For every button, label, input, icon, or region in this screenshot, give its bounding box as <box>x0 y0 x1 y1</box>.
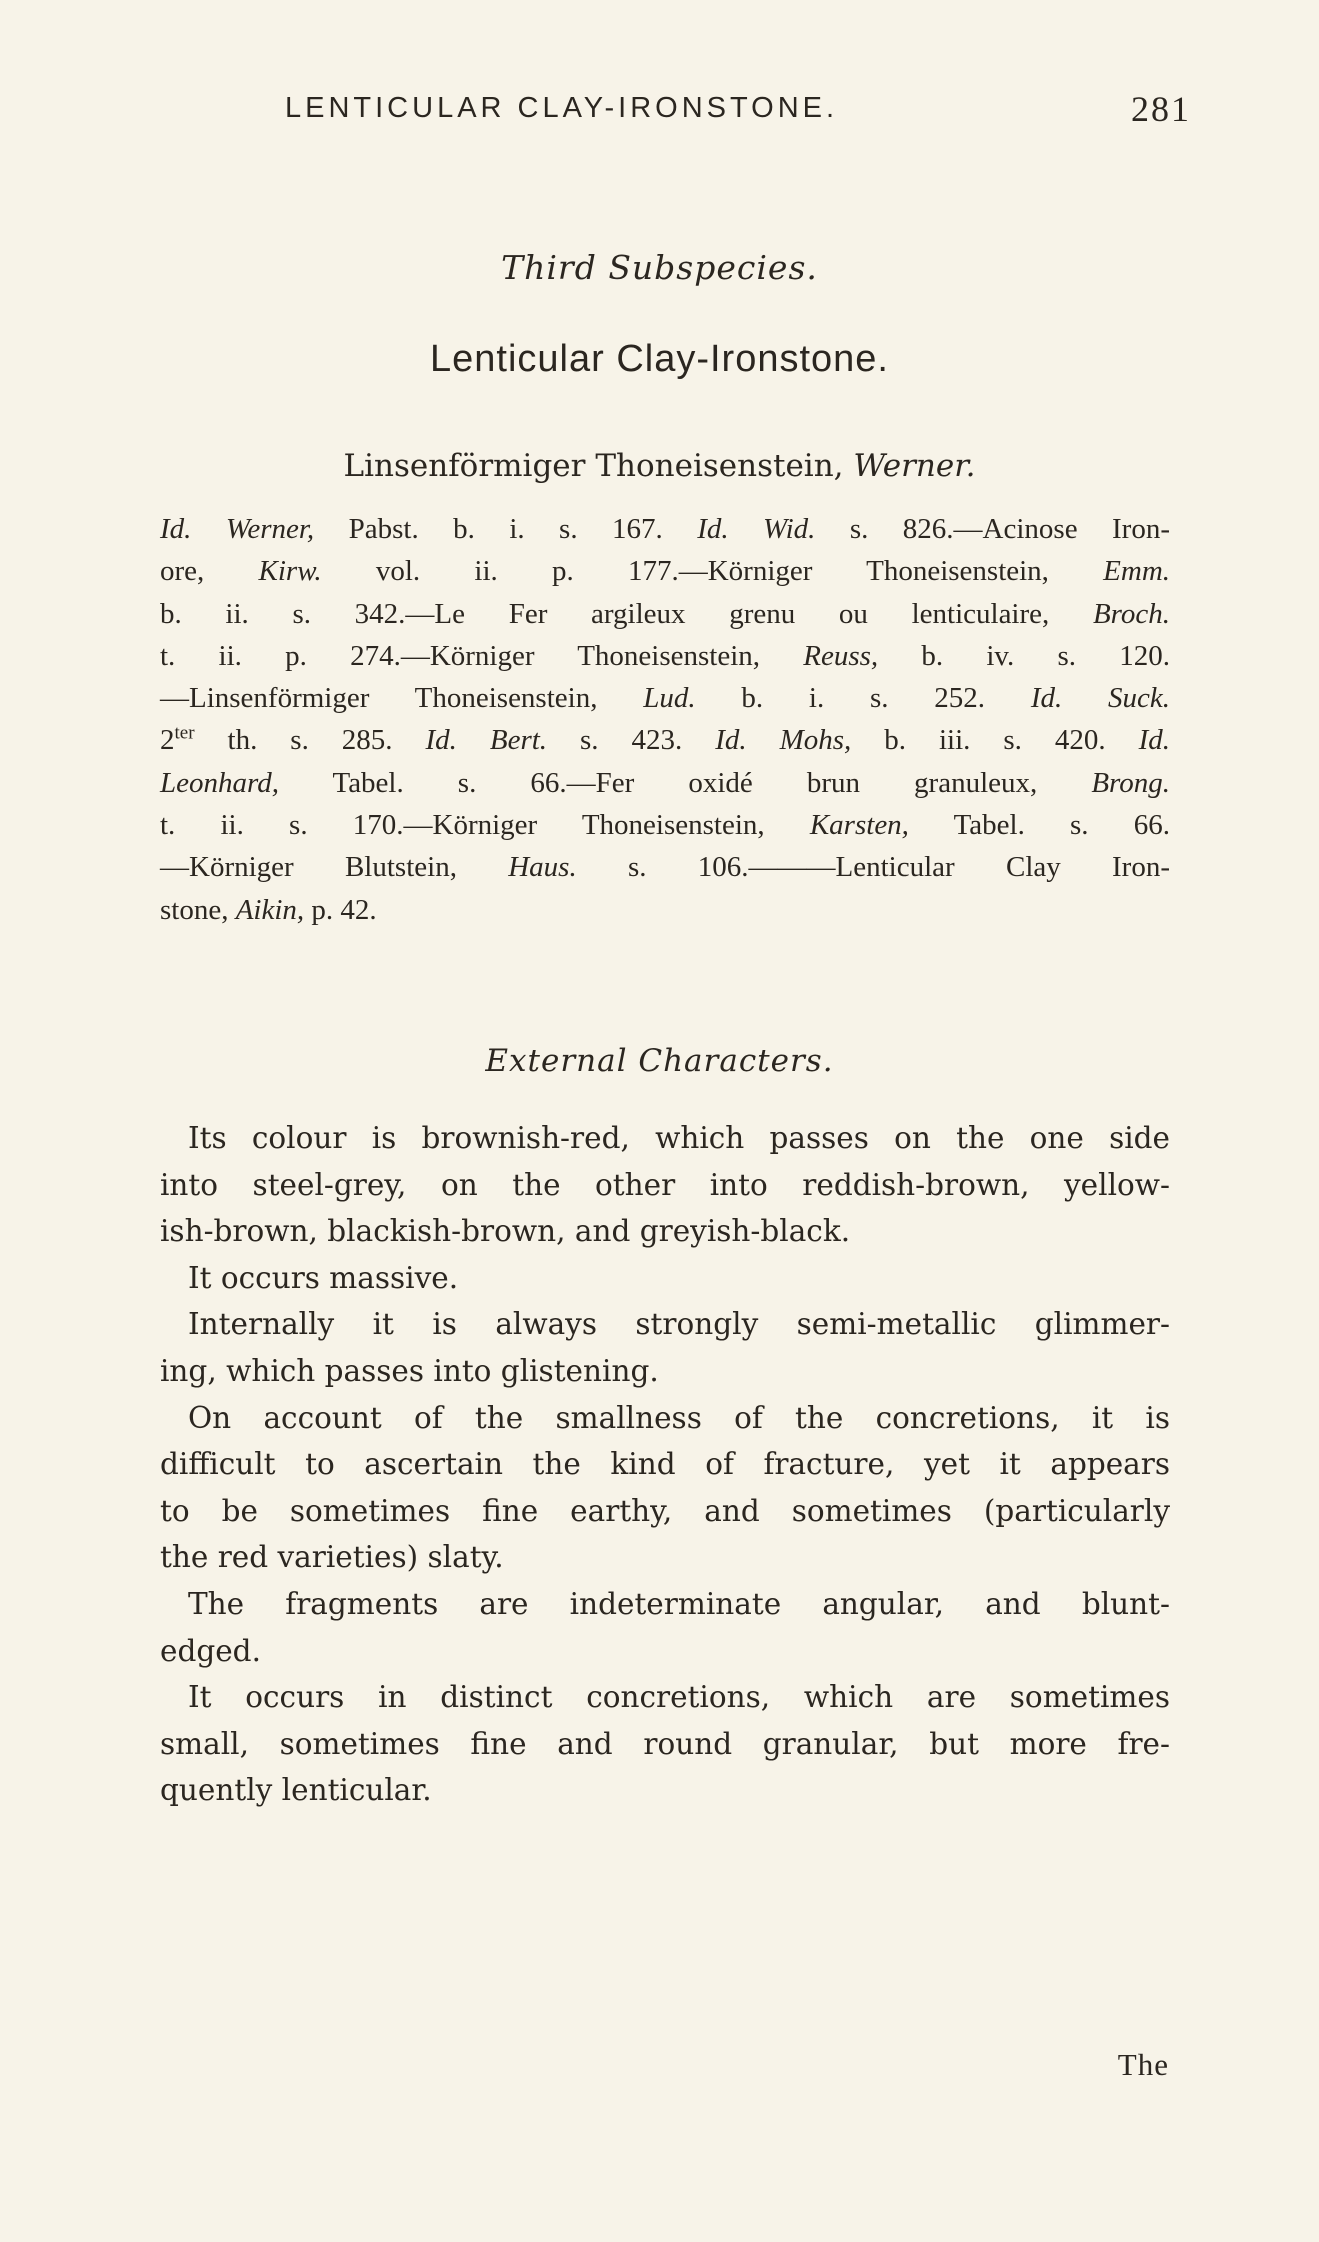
synonymy-run: t. ii. s. 170.—Körniger Thoneisenstein, <box>160 809 810 842</box>
synonymy-italic-run: Emm. <box>1103 555 1171 588</box>
synonymy-run: vol. ii. p. 177.—Körniger Thoneisenstein, <box>321 555 1104 588</box>
synonymy-run: Tabel. s. 66. <box>908 809 1170 842</box>
synonymy-italic-run: Id. Werner, <box>160 513 315 545</box>
german-name <box>0 448 1319 484</box>
synonymy-run: ter <box>174 722 195 744</box>
synonymy-italic-run: Kirw. <box>258 555 322 588</box>
synonymy-run: b. iv. s. 120. <box>878 639 1170 672</box>
page-title: Lenticular Clay-Ironstone. <box>430 338 889 380</box>
body-line: to be sometimes fine earthy, and sometimes (particularly <box>160 1493 1170 1528</box>
synonymy-run: ore, <box>160 555 259 588</box>
body-line: edged. <box>160 1633 261 1668</box>
page-number: 281 <box>1131 89 1191 129</box>
synonymy-line <box>160 804 1170 846</box>
body-line: It occurs in distinct concretions, which are sometimes <box>188 1680 1170 1715</box>
synonymy-line <box>160 719 1170 761</box>
body-line: quently lenticular. <box>160 1773 432 1808</box>
synonymy-run: s. 826.—Acinose Iron- <box>815 513 1170 545</box>
synonymy-run: —Linsenförmiger Thoneisenstein, <box>160 682 644 715</box>
synonymy-italic-run: Id. <box>1138 724 1170 757</box>
subspecies-heading: Third Subspecies. <box>501 248 818 287</box>
german-name-text: Linsenförmiger Thoneisenstein, <box>343 448 854 484</box>
body-line: ing, which passes into glistening. <box>160 1353 659 1388</box>
synonymy-line <box>160 677 1170 719</box>
synonymy-line <box>160 593 1170 635</box>
body-line: the red varieties) slaty. <box>160 1540 504 1575</box>
synonymy-line <box>160 889 1170 931</box>
synonymy-run: 2 <box>160 724 175 757</box>
running-title: LENTICULAR CLAY-IRONSTONE. <box>285 92 839 124</box>
synonymy-run: t. ii. p. 274.—Körniger Thoneisenstein, <box>160 639 804 672</box>
synonymy-italic-run: Id. Wid. <box>697 513 816 545</box>
synonymy-italic-run: Brong. <box>1091 766 1170 799</box>
body-line: small, sometimes fine and round granular, but more fre- <box>160 1726 1170 1761</box>
synonymy-run: Pabst. b. i. s. 167. <box>314 513 698 545</box>
body-line: It occurs massive. <box>188 1260 459 1295</box>
synonymy-run: Tabel. s. 66.—Fer oxidé brun granuleux, <box>278 766 1092 799</box>
synonymy-run: p. 42. <box>304 893 377 926</box>
synonymy-line <box>160 635 1170 677</box>
body-line: into steel-grey, on the other into reddish-brown, yellow- <box>160 1167 1170 1202</box>
body-line: The fragments are indeterminate angular, and blunt- <box>188 1586 1170 1621</box>
synonymy-paragraph <box>160 508 1170 931</box>
body-line: Its colour is brownish-red, which passes on the one side <box>188 1121 1170 1155</box>
synonymy-run: —Körniger Blutstein, <box>160 851 509 884</box>
synonymy-line <box>160 762 1170 804</box>
synonymy-run: b. iii. s. 420. <box>851 724 1139 757</box>
synonymy-italic-run: Id. Suck. <box>1030 682 1170 715</box>
running-head <box>285 89 1191 142</box>
synonymy-run: s. 106.———Lenticular Clay Iron- <box>576 851 1170 884</box>
synonymy-italic-run: Leonhard, <box>160 766 279 799</box>
synonymy-run: stone, <box>160 893 236 926</box>
synonymy-line <box>160 550 1170 592</box>
synonymy-italic-run: Reuss, <box>803 639 879 672</box>
synonymy-line <box>160 508 1170 550</box>
synonymy-italic-run: Aikin, <box>235 893 305 926</box>
body-line: difficult to ascertain the kind of fracture, yet it appears <box>160 1447 1170 1482</box>
catchword: The <box>1117 2047 1169 2082</box>
synonymy-run: th. s. 285. <box>194 724 426 757</box>
body-text <box>160 1115 1170 1814</box>
synonymy-italic-run: Broch. <box>1092 597 1170 630</box>
body-line: Internally it is always strongly semi-metallic glimmer- <box>188 1307 1170 1342</box>
synonymy-run: b. i. s. 252. <box>695 682 1031 715</box>
synonymy-italic-run: Karsten, <box>809 809 909 842</box>
body-line: ish-brown, blackish-brown, and greyish-black. <box>160 1214 851 1249</box>
german-name-author: Werner. <box>853 448 976 484</box>
section-heading: External Characters. <box>485 1043 834 1079</box>
synonymy-italic-run: Lud. <box>643 682 696 715</box>
synonymy-italic-run: Id. Bert. <box>425 724 548 757</box>
body-line: On account of the smallness of the concretions, it is <box>188 1400 1170 1435</box>
synonymy-italic-run: Haus. <box>508 851 577 884</box>
synonymy-italic-run: Id. Mohs, <box>715 724 852 757</box>
synonymy-line <box>160 846 1170 888</box>
synonymy-run: b. ii. s. 342.—Le Fer argileux grenu ou lenticulaire, <box>160 597 1093 630</box>
synonymy-run: s. 423. <box>547 724 716 757</box>
